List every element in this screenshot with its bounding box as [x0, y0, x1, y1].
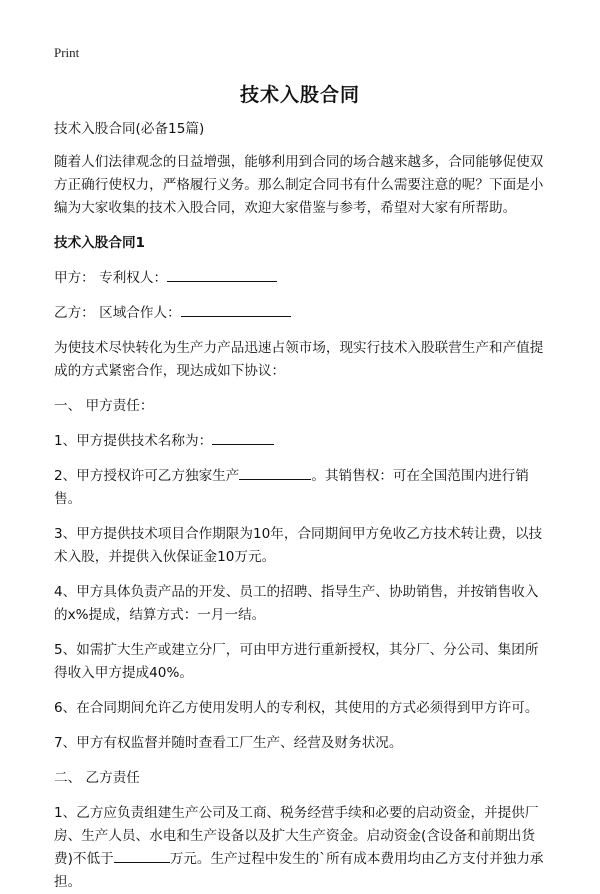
party-a-label: 甲方： 专利权人：: [54, 270, 168, 286]
clause-a1-blank: [212, 430, 274, 445]
purpose-paragraph: 为使技术尽快转化为生产力产品迅速占领市场，现实行技术入股联营生产和产值提成的方式紧密合作，现达成如下协议：: [54, 340, 544, 379]
clause-a2: [54, 465, 548, 511]
clause-b1-text: 1、乙方应负责组建生产公司及工商、税务经营手续和必要的启动资金，并提供厂房、生产人员、水电和生产设备以及扩大生产资金。启动资金(含设备和前期出货费)不低于: [54, 805, 539, 867]
party-b-line: [54, 302, 548, 325]
clause-a2-suffix: 。其销售权：可在全国范围内进行销售。: [54, 468, 529, 507]
clause-a3: 3、甲方提供技术项目合作期限为10年，合同期间甲方免收乙方技术转让费，以技术入股，并提供入伙保证金10万元。: [54, 526, 543, 565]
clause-a5: 5、如需扩大生产或建立分厂，可由甲方进行重新授权，其分厂、分公司、集团所得收入甲方提成40%。: [54, 642, 539, 681]
clause-a2-blank: [239, 465, 311, 480]
party-b-blank: [181, 302, 291, 317]
clause-a2-text: 2、甲方授权许可乙方独家生产: [54, 468, 240, 484]
clause-a7: 7、甲方有权监督并随时查看工厂生产、经营及财务状况。: [54, 735, 403, 751]
clause-b1-suffix: 万元。生产过程中发生的`所有成本费用均由乙方支付并独力承担。: [54, 851, 544, 890]
intro-paragraph: 随着人们法律观念的日益增强，能够利用到合同的场合越来越多，合同能够促使双方正确行使权力，严格履行义务。那么制定合同书有什么需要注意的呢？下面是小编为大家收集的技术入股合同，欢迎大家借鉴与参考，希望对大家有所帮助。: [54, 154, 544, 216]
party-a-blank: [167, 267, 277, 282]
section-heading: 技术入股合同1: [54, 235, 146, 251]
party-b-label: 乙方： 区域合作人：: [54, 305, 181, 321]
clause-a4: 4、甲方具体负责产品的开发、员工的招聘、指导生产、协助销售，并按销售收入的x%提成，结算方式：一月一结。: [54, 584, 539, 623]
document-title: 技术入股合同: [239, 84, 360, 106]
part1-heading: 一、 甲方责任：: [54, 398, 154, 414]
part2-heading: 二、 乙方责任: [54, 770, 140, 786]
print-label[interactable]: Print: [54, 45, 80, 60]
clause-a1-text: 1、甲方提供技术名称为：: [54, 433, 213, 449]
document-body: [54, 118, 548, 894]
party-a-line: [54, 267, 548, 290]
clause-b1: [54, 802, 548, 894]
clause-a1: [54, 430, 548, 453]
clause-b1-blank: [114, 848, 170, 863]
clause-a6: 6、在合同期间允许乙方使用发明人的专利权，其使用的方式必须得到甲方许可。: [54, 700, 539, 716]
document-subtitle: 技术入股合同(必备15篇): [54, 121, 205, 137]
